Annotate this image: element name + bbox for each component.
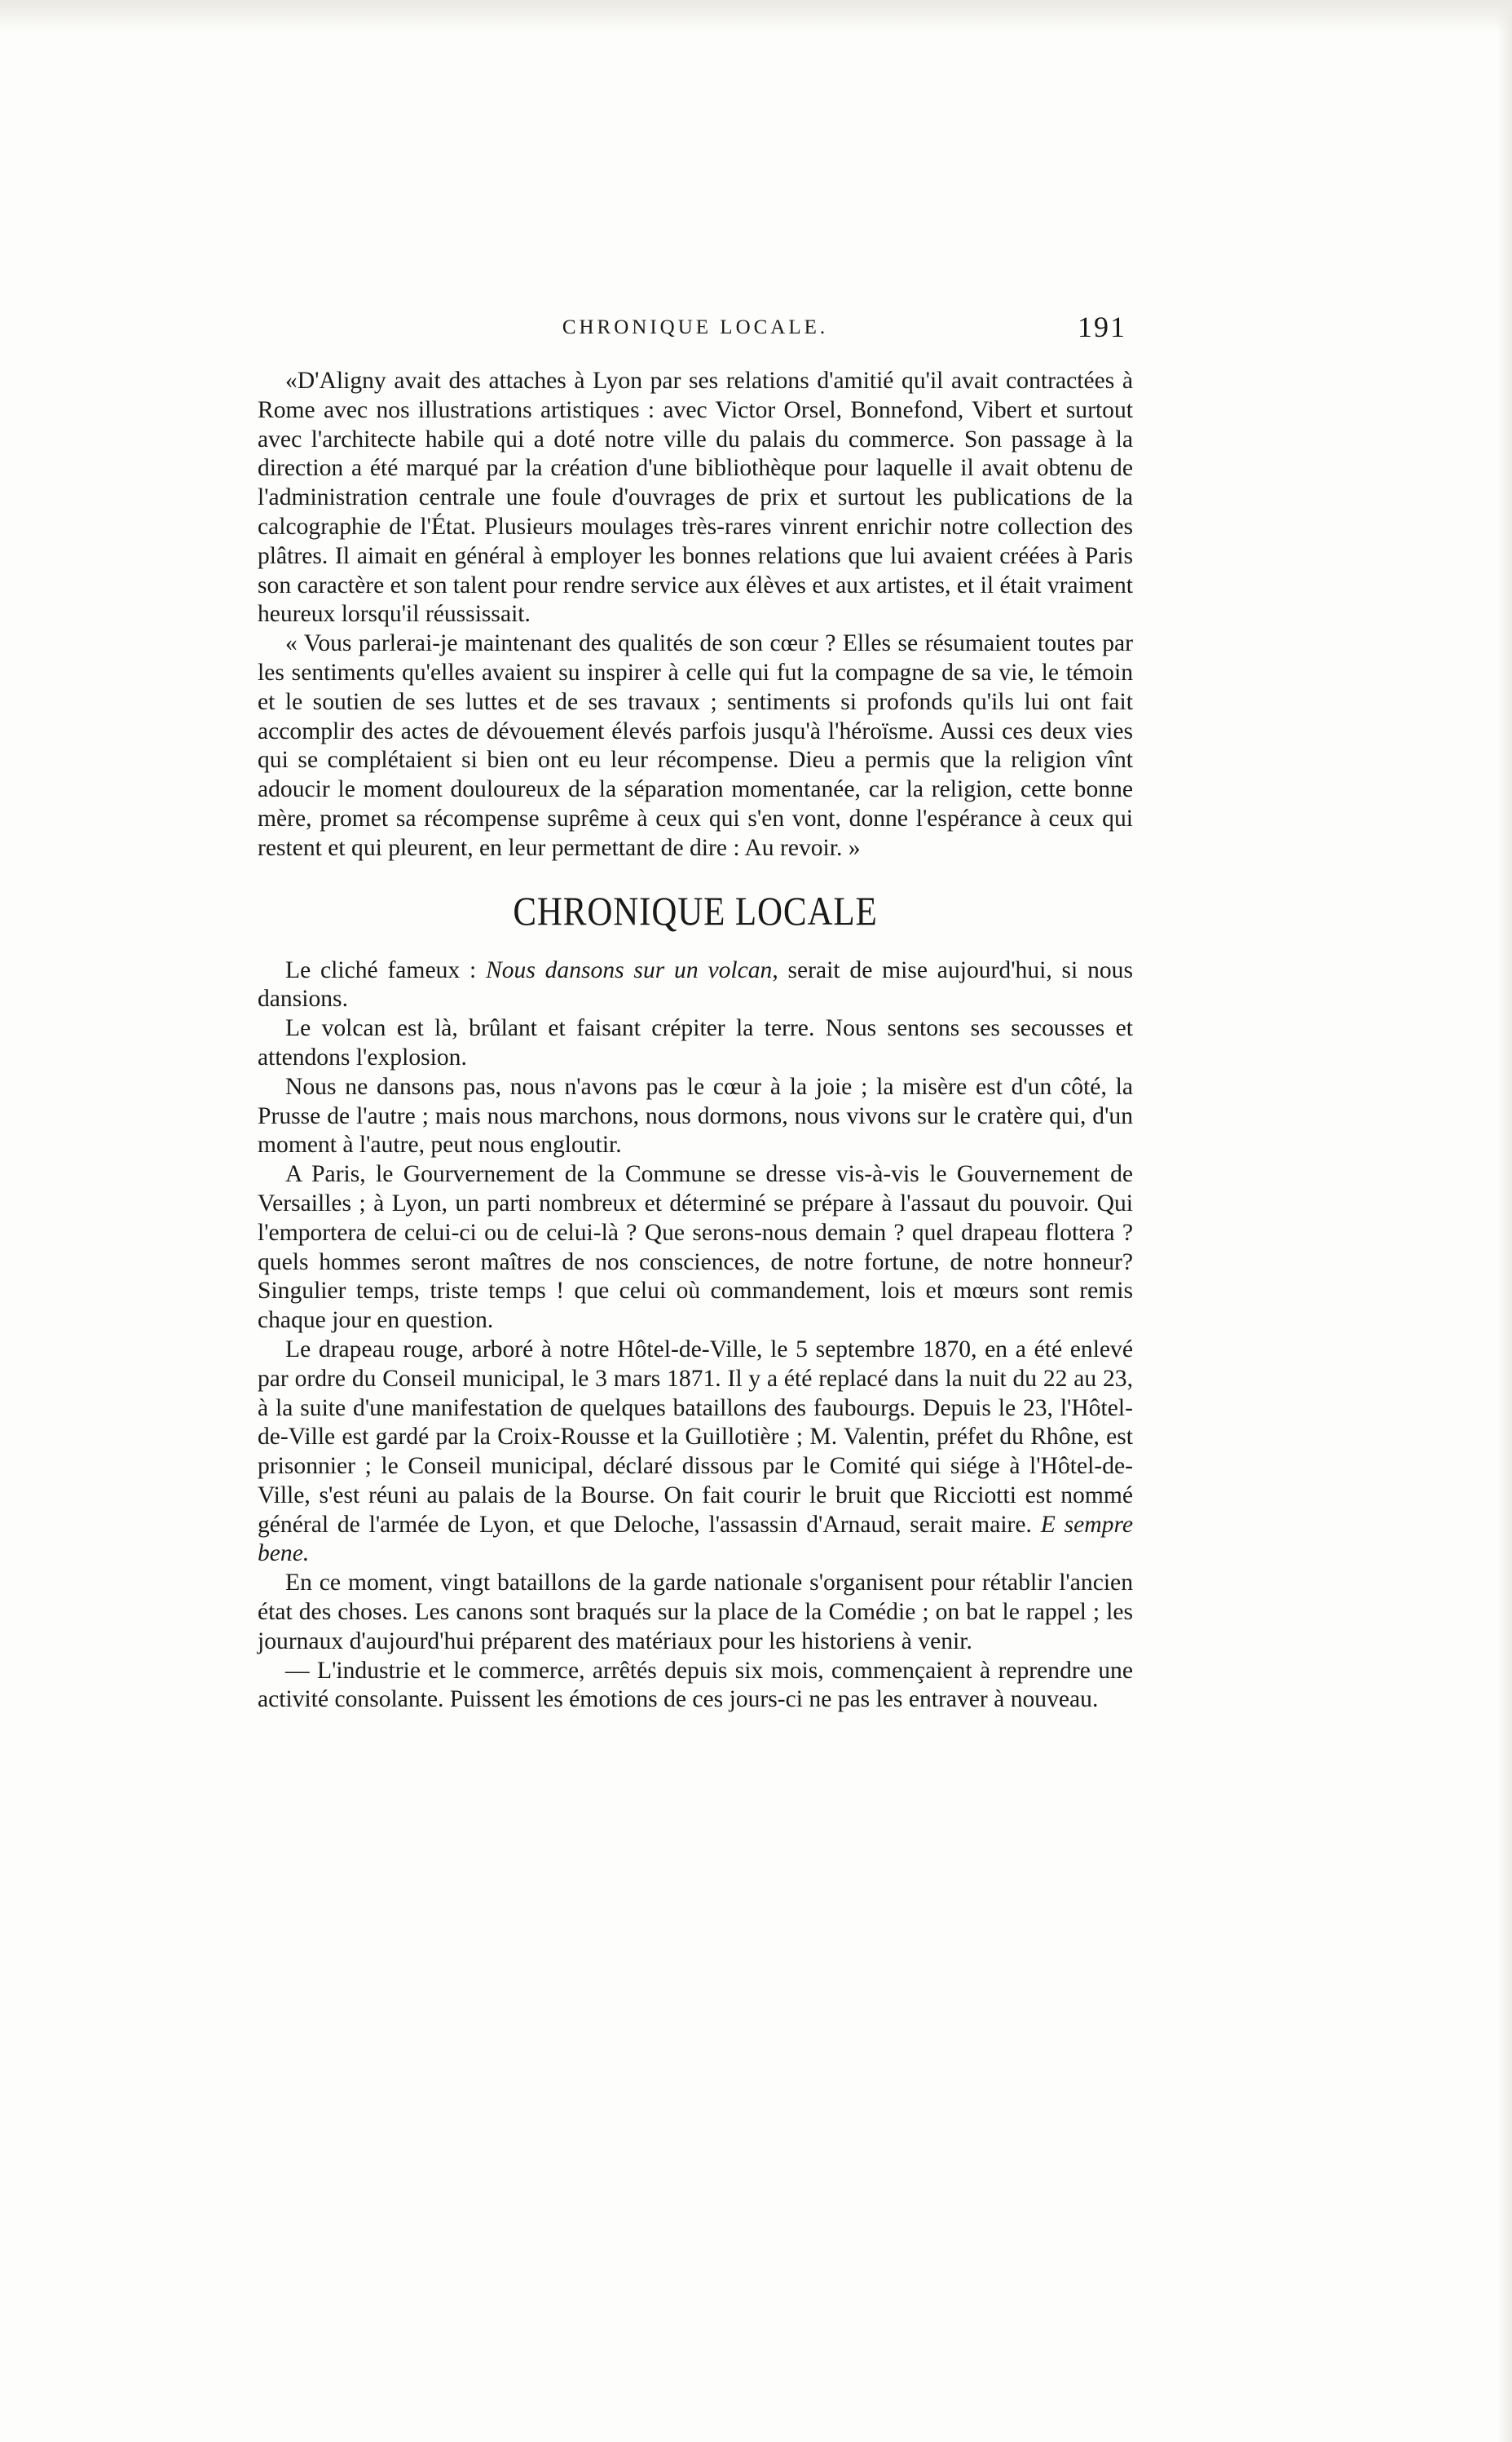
paragraph-drapeau (258, 1336, 1133, 1569)
paragraph-cliche (258, 956, 1133, 1015)
drapeau-text: Le drapeau rouge, arboré à notre Hôtel-de-Ville, le 5 septembre 1870, en a été enlevé par ordre du Conseil municipal, le 3 mars 1871. Il y a été replacé dans la nuit du 22 au 23, à la suite d'une manifestation de quelques bataillons des faubourgs. Depuis le 23, l'Hôtel-de-Ville est gardé par la Croix-Rousse et la Guillotière ; M. Valentin, préfet du Rhône, est prisonnier ; le Conseil municipal, déclaré dissous par le Comité qui siége à l'Hôtel-de-Ville, s'est réuni au palais de la Bourse. On fait courir le bruit que Ricciotti est nommé général de l'armée de Lyon, et que Deloche, l'assassin d'Arnaud, serait maire. (258, 1336, 1133, 1538)
cliche-quote: Nous dansons sur un volcan (485, 956, 773, 983)
paragraph-volcan: Le volcan est là, brûlant et faisant crépiter la terre. Nous sentons ses secousses et attendons l'explosion. (258, 1015, 1133, 1071)
running-title: CHRONIQUE LOCALE. (562, 316, 829, 338)
section-title: CHRONIQUE LOCALE (513, 887, 878, 934)
paragraph-paris: A Paris, le Gourvernement de la Commune se dresse vis-à-vis le Gouvernement de Versailles ; à Lyon, un parti nombreux et déterminé se prépare à l'assaut du pouvoir. Qui l'emportera de celui-ci ou de celui-là ? Que serons-nous demain ? quel drapeau flottera ? quels hommes seront maîtres de nos consciences, de notre fortune, de notre honneur? Singulier temps, triste temps ! que celui où commandement, lois et mœurs sont remis chaque jour en question. (258, 1161, 1133, 1334)
scan-top-edge (0, 0, 1512, 33)
page-number: 191 (1078, 311, 1126, 343)
paragraph-bataillons: En ce moment, vingt bataillons de la garde nationale s'organisent pour rétablir l'ancien état des choses. Les canons sont braqués sur la place de la Comédie ; on bat le rappel ; les journaux d'aujourd'hui préparent des matériaux pour les historiens à venir. (258, 1570, 1133, 1654)
scan-right-edge (1497, 0, 1512, 2442)
paragraph-qualites: « Vous parlerai-je maintenant des qualités de son cœur ? Elles se résumaient toutes par les sentiments qu'elles avaient su inspirer à celle qui fut la compagne de sa vie, le témoin et le soutien de ses luttes et de ses travaux ; sentiments si profonds qu'ils lui ont fait accomplir des actes de dévouement élevés parfois jusqu'à l'héroïsme. Aussi ces deux vies qui se complétaient si bien ont eu leur récompense. Dieu a permis que la religion vînt adoucir le moment douloureux de la séparation momentanée, car la religion, cette bonne mère, promet sa récompense suprême à ceux qui s'en vont, donne l'espérance à ceux qui restent et qui pleurent, en leur permettant de dire : Au revoir. » (258, 630, 1133, 861)
cliche-text-after: , serait de mise aujourd'hui, si nous dansions. (258, 956, 1133, 1013)
book-page (258, 310, 1133, 1715)
paragraph-aligny: «D'Aligny avait des attaches à Lyon par ses relations d'amitié qu'il avait contractées à Rome avec nos illustrations artistiques : avec Victor Orsel, Bonnefond, Vibert et surtout avec l'architecte habile qui a doté notre ville du palais du commerce. Son passage à la direction a été marqué par la création d'une bibliothèque pour laquelle il avait obtenu de l'administration centrale une foule d'ouvrages de prix et surtout les publications de la calcographie de l'État. Plusieurs moulages très-rares vinrent enrichir notre collection des plâtres. Il aimait en général à employer les bonnes relations que lui avaient créées à Paris son caractère et son talent pour rendre service aux élèves et aux artistes, et il était vraiment heureux lorsqu'il réussissait. (258, 368, 1133, 628)
cliche-text-before: Le cliché fameux : (285, 956, 486, 983)
drapeau-italic: E sempre bene. (258, 1511, 1134, 1567)
paragraph-dansons: Nous ne dansons pas, nous n'avons pas le cœur à la joie ; la misère est d'un côté, la Prusse de l'autre ; mais nous marchons, nous dormons, nous vivons sur le cratère qui, d'un moment à l'autre, peut nous engloutir. (258, 1073, 1133, 1159)
paragraph-industrie: — L'industrie et le commerce, arrêtés depuis six mois, commençaient à reprendre une activité consolante. Puissent les émotions de ces jours-ci ne pas les entraver à nouveau. (258, 1657, 1133, 1713)
running-head (258, 310, 1133, 359)
